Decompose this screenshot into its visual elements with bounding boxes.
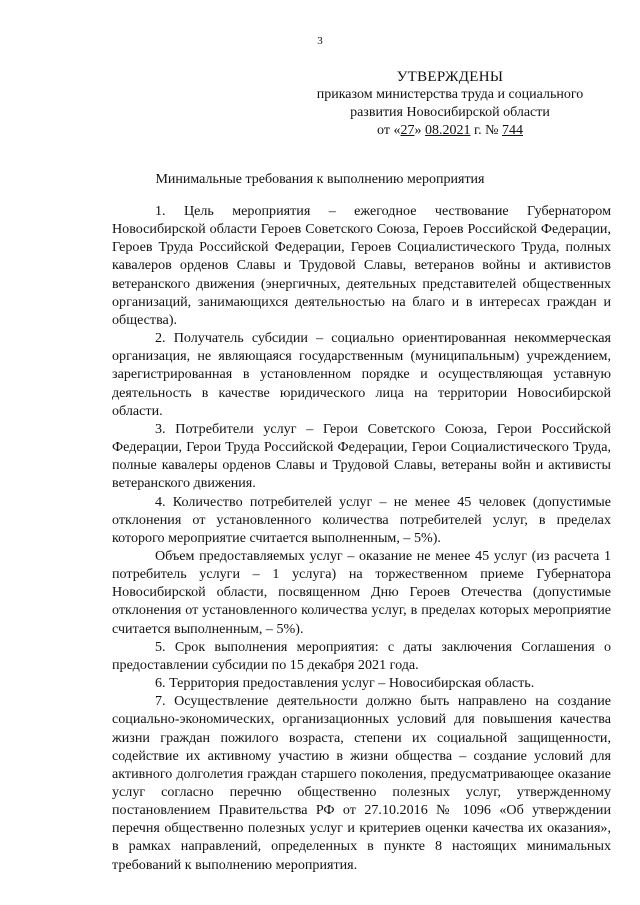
order-number: 744	[501, 123, 523, 138]
paragraph-1-goal: 1. Цель мероприятия – ежегодное чествование Губернатором Новосибирской области Героев Советского Союза, Героев Российской Федерации, Героев Труда Российской Федерации, Героев Социалистического Труда, полных кавалеров орденов Славы и Трудовой Славы, ветеранов войны и активистов ветеранского движения (энергичных, деятельных представителей общественных организаций, занимающихся деятельностью на благо и в интересах граждан и общества).	[112, 203, 611, 328]
approval-line-2: развития Новосибирской области	[350, 105, 550, 120]
paragraph-3-consumers: 3. Потребители услуг – Герои Советского Союза, Герои Российской Федерации, Герои Труда Российской Федерации, Герои Социалистического Труда, полные кавалеры орденов Славы и Трудовой Славы, ветераны войн и активисты ветеранского движения.	[112, 420, 611, 492]
number-prefix: г. №	[470, 123, 502, 138]
approval-date-line	[300, 122, 600, 140]
paragraph-7-activity: 7. Осуществление деятельности должно быть направлено на создание социально-экономических, организационных условий для повышения качества жизни граждан пожилого возраста, степени их социальной защищенности, содействие их активному участию в жизни общества – создание условий для активного долголетия граждан старшего поколения, предусматривающее оказание услуг согласно перечню общественно полезных услуг, утвержденному постановлением Правительства РФ от 27.10.2016 № 1096 «Об утверждении перечня общественно полезных услуг и критериев оценки качества их оказания», в рамках направлений, определенных в пункте 8 настоящих минимальных требований к выполнению мероприятия.	[112, 693, 611, 873]
paragraph-6-territory: 6. Территория предоставления услуг – Новосибирская область.	[155, 675, 535, 692]
document-body	[112, 202, 611, 874]
document-title: Минимальные требования к выполнению мероприятия	[155, 172, 485, 187]
date-mid: »	[414, 123, 425, 138]
paragraph-4-service-volume: Объем предоставляемых услуг – оказание не менее 45 услуг (из расчета 1 потребитель услуги – 1 услуга) на торжественном приеме Губернатора Новосибирской области, посвященном Дню Героев Отечества (допустимые отклонения от установленного количества услуг, в пределах которых мероприятие считается выполненным, – 5%).	[112, 547, 611, 637]
approval-title: УТВЕРЖДЕНЫ	[396, 69, 504, 85]
order-day: 27	[400, 123, 415, 138]
approval-block	[300, 68, 600, 140]
paragraph-4-consumer-count: 4. Количество потребителей услуг – не менее 45 человек (допустимые отклонения от установленного количества потребителей услуг, в пределах которого мероприятие считается выполненным, – 5%).	[112, 493, 611, 546]
page-number: 3	[317, 35, 323, 47]
paragraph-5-term: 5. Срок выполнения мероприятия: с даты заключения Соглашения о предоставлении субсидии по 15 декабря 2021 года.	[112, 638, 611, 673]
order-month-year: 08.2021	[424, 123, 471, 138]
paragraph-2-recipient: 2. Получатель субсидии – социально ориентированная некоммерческая организация, не являющаяся государственным (муниципальным) учреждением, зарегистрированная в установленном порядке и осуществляющая уставную деятельность в качестве юридического лица на территории Новосибирской области.	[112, 330, 611, 419]
approval-line-1: приказом министерства труда и социального	[316, 87, 584, 102]
date-prefix: от «	[377, 123, 401, 138]
